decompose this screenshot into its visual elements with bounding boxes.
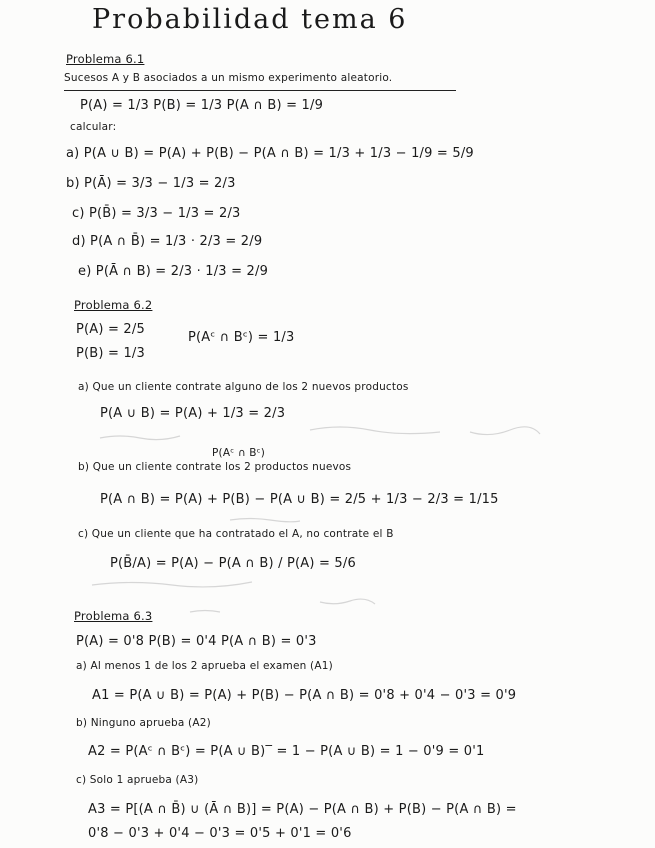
- problem-6-2-pacbc: P(Aᶜ ∩ Bᶜ) = 1/3: [188, 330, 295, 345]
- erased-stroke: [310, 427, 440, 434]
- problem-6-1-part-b: b) P(Ā) = 3/3 − 1/3 = 2/3: [66, 176, 236, 191]
- problem-6-2-work-b: P(A ∩ B) = P(A) + P(B) − P(A ∪ B) = 2/5 + 1/3 − 2/3 = 1/15: [100, 492, 499, 507]
- erased-stroke: [100, 436, 180, 440]
- problem-6-1-intro: Sucesos A y B asociados a un mismo experimento aleatorio.: [64, 72, 393, 84]
- problem-6-3-question-b: b) Ninguno aprueba (A2): [76, 717, 211, 729]
- problem-6-2-pb: P(B) = 1/3: [76, 346, 145, 361]
- problem-6-2-work-c: P(B̄/A) = P(A) − P(A ∩ B) / P(A) = 5/6: [110, 556, 356, 571]
- erased-stroke: [190, 611, 220, 613]
- problem-6-1-part-e: e) P(Ā ∩ B) = 2/3 · 1/3 = 2/9: [78, 264, 269, 279]
- problem-6-1-given: P(A) = 1/3 P(B) = 1/3 P(A ∩ B) = 1/9: [80, 98, 324, 113]
- problem-6-3-work-a: A1 = P(A ∪ B) = P(A) + P(B) − P(A ∩ B) = 0'8 + 0'4 − 0'3 = 0'9: [92, 688, 517, 703]
- erased-stroke: [92, 582, 252, 587]
- problem-6-2-heading: Problema 6.2: [74, 298, 153, 312]
- problem-6-3-heading: Problema 6.3: [74, 609, 153, 623]
- problem-6-3-question-a: a) Al menos 1 de los 2 aprueba el examen (A1): [76, 660, 333, 672]
- erased-stroke: [470, 427, 540, 435]
- problem-6-1-calc-label: calcular:: [70, 121, 117, 133]
- problem-6-1-part-a: a) P(A ∪ B) = P(A) + P(B) − P(A ∩ B) = 1/3 + 1/3 − 1/9 = 5/9: [66, 146, 474, 161]
- erased-stroke: [230, 519, 300, 522]
- problem-6-2-question-c: c) Que un cliente que ha contratado el A, no contrate el B: [78, 528, 394, 540]
- problem-6-2-question-b: b) Que un cliente contrate los 2 productos nuevos: [78, 461, 352, 473]
- problem-6-3-given: P(A) = 0'8 P(B) = 0'4 P(A ∩ B) = 0'3: [76, 634, 317, 649]
- erased-stroke: [320, 599, 375, 604]
- problem-6-1-part-c: c) P(B̄) = 3/3 − 1/3 = 2/3: [72, 206, 241, 221]
- page-title: Probabilidad tema 6: [92, 4, 408, 35]
- problem-6-3-work-c-line2: 0'8 − 0'3 + 0'4 − 0'3 = 0'5 + 0'1 = 0'6: [88, 826, 352, 841]
- problem-6-2-work-a: P(A ∪ B) = P(A) + 1/3 = 2/3: [100, 406, 286, 421]
- problem-6-3-question-c: c) Solo 1 aprueba (A3): [76, 774, 199, 786]
- problem-6-2-pa: P(A) = 2/5: [76, 322, 145, 337]
- problem-6-3-work-c-line1: A3 = P[(A ∩ B̄) ∪ (Ā ∩ B)] = P(A) − P(A ∩ B) + P(B) − P(A ∩ B) =: [88, 802, 517, 817]
- problem-6-2-question-a: a) Que un cliente contrate alguno de los 2 nuevos productos: [78, 381, 409, 393]
- problem-6-2-note-a: P(Aᶜ ∩ Bᶜ): [212, 447, 266, 459]
- problem-6-1-heading: Problema 6.1: [66, 52, 145, 66]
- problem-6-1-part-d: d) P(A ∩ B̄) = 1/3 · 2/3 = 2/9: [72, 234, 263, 249]
- problem-6-3-work-b: A2 = P(Aᶜ ∩ Bᶜ) = P(A ∪ B)‾ = 1 − P(A ∪ B) = 1 − 0'9 = 0'1: [88, 744, 485, 759]
